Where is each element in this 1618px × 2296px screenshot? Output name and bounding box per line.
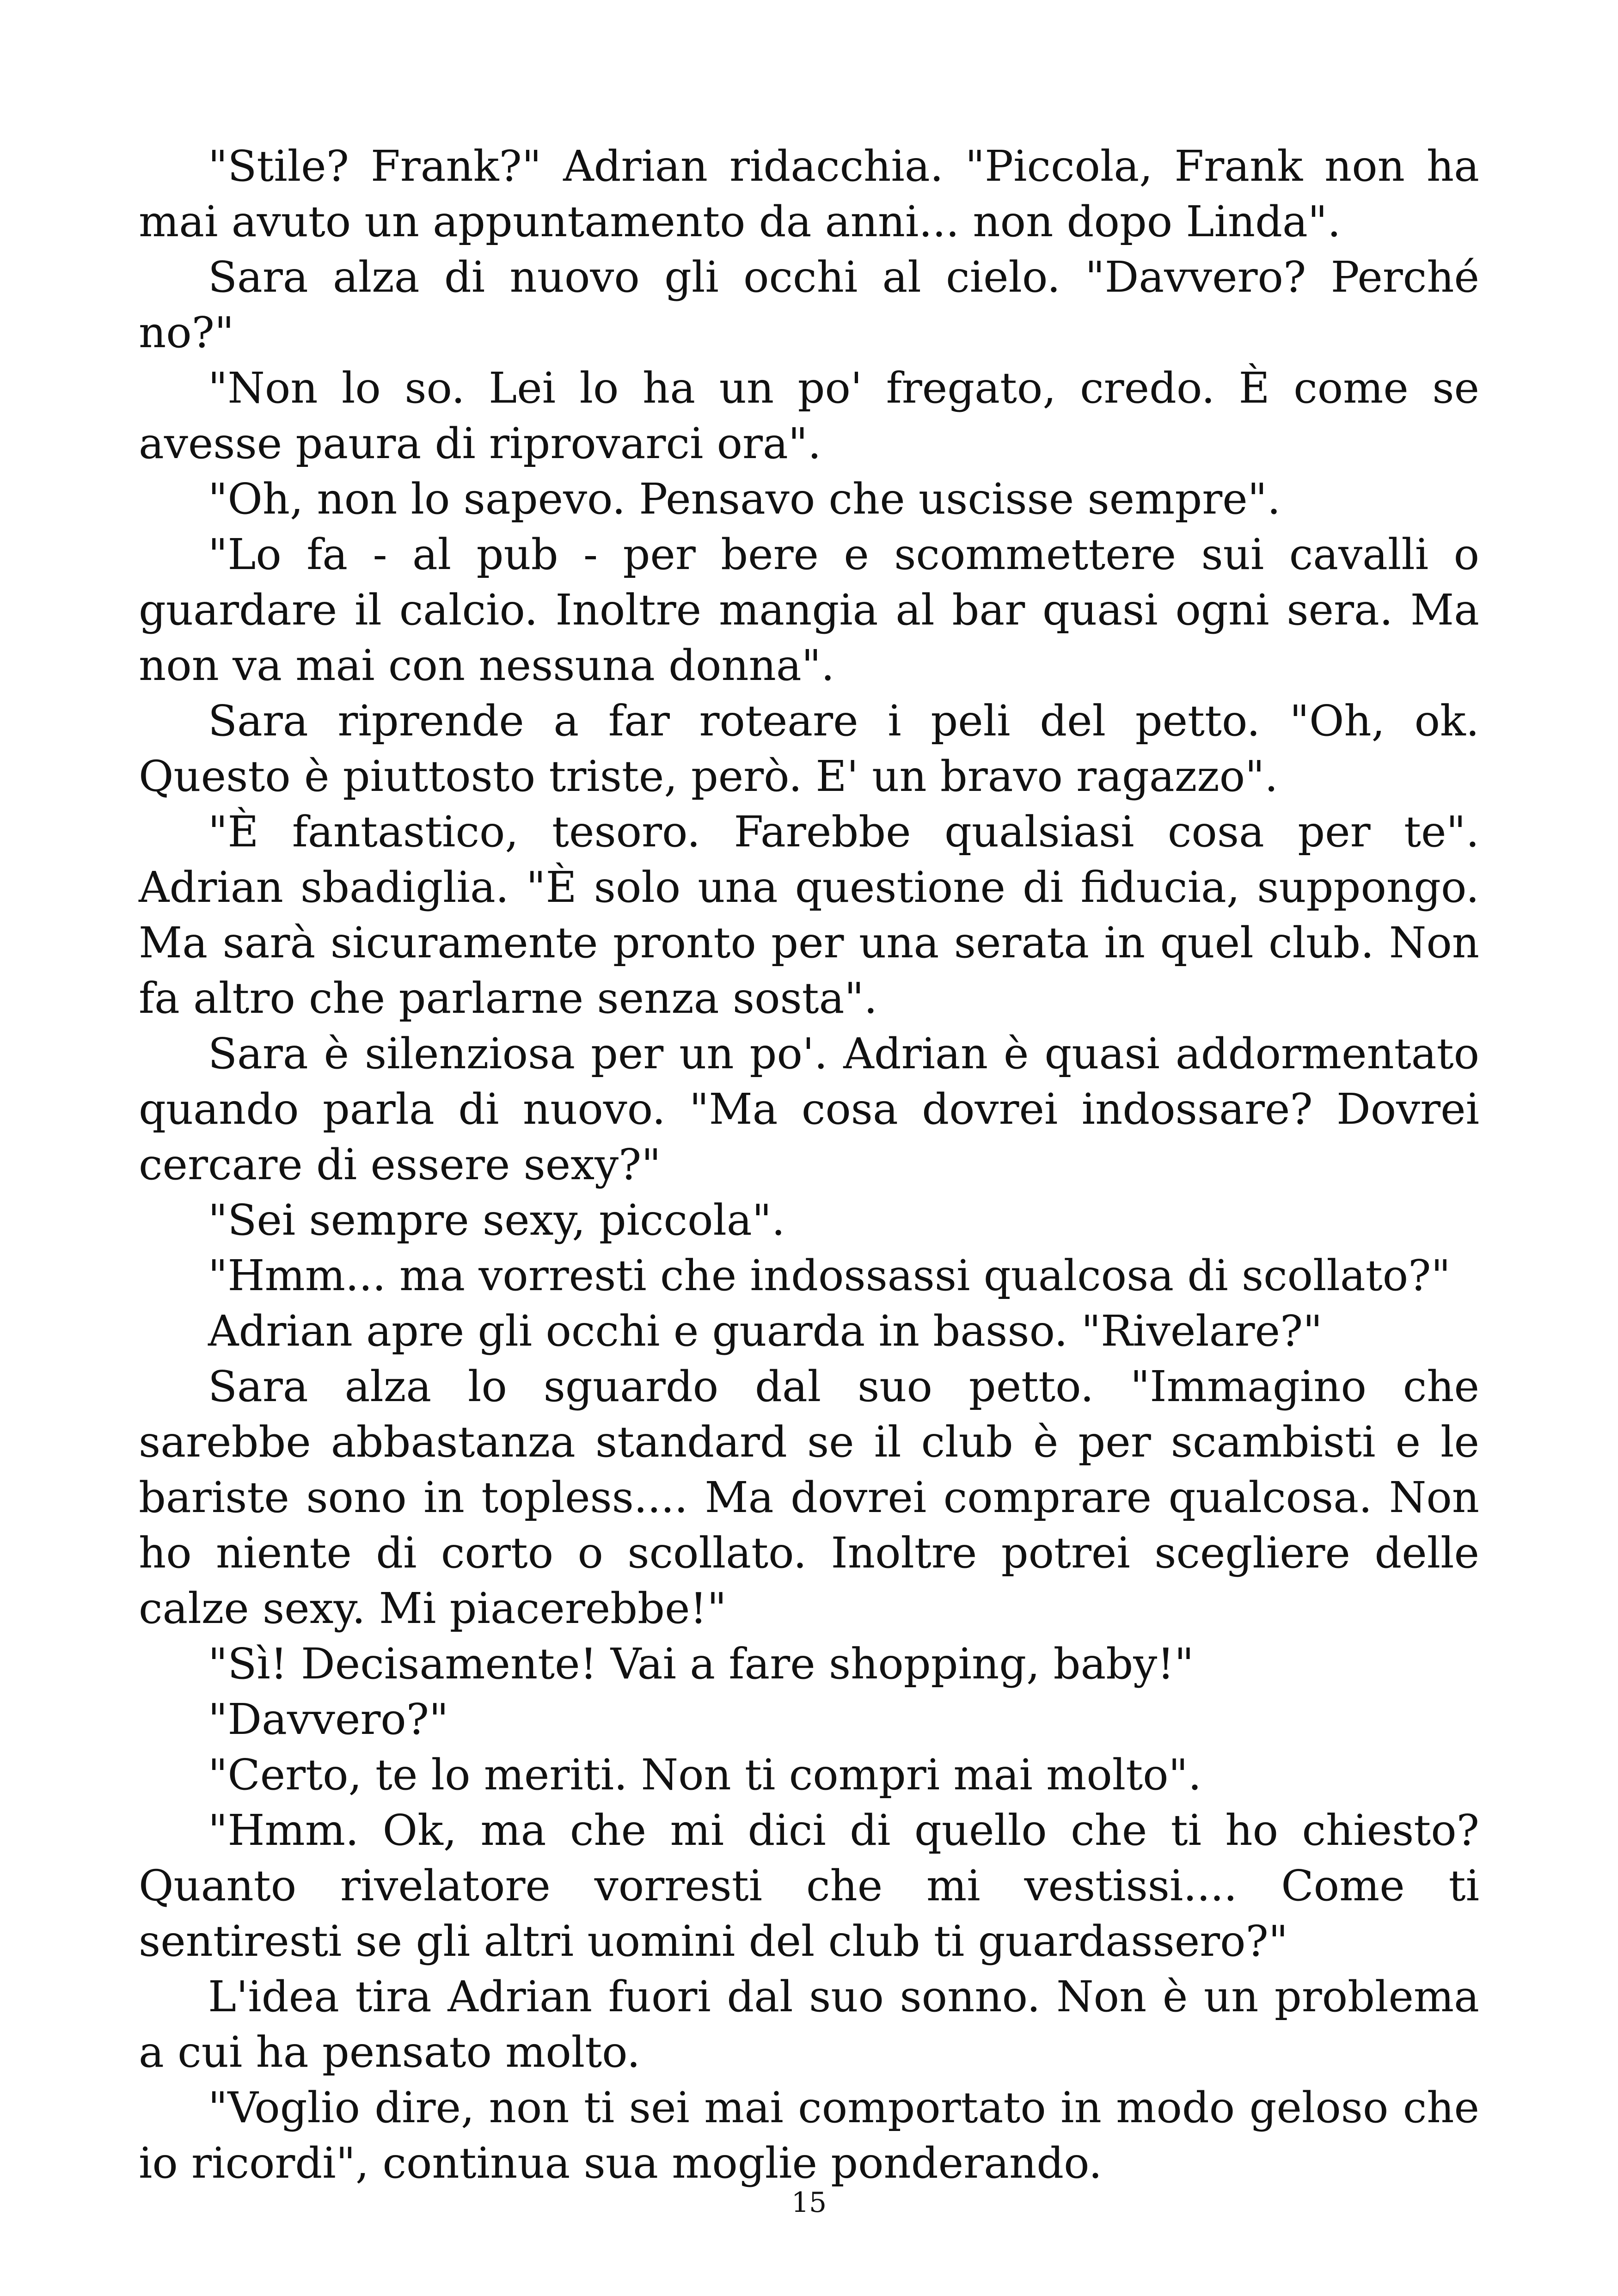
paragraph: Sara riprende a far roteare i peli del petto. "Oh, ok. Questo è piuttosto triste, però. E' un bravo ragazzo". xyxy=(139,696,1479,801)
paragraph: "Certo, te lo meriti. Non ti compri mai molto". xyxy=(208,1750,1202,1800)
paragraph: "Hmm... ma vorresti che indossassi qualcosa di scollato?" xyxy=(208,1251,1451,1300)
paragraph: "Sì! Decisamente! Vai a fare shopping, baby!" xyxy=(208,1639,1194,1689)
paragraph: Sara alza lo sguardo dal suo petto. "Immagino che sarebbe abbastanza standard se il club è per scambisti e le bariste sono in topless.... Ma dovrei comprare qualcosa. Non ho niente di corto o scollato. Inoltre potrei scegliere delle calze sexy. Mi piacerebbe!" xyxy=(139,1362,1479,1633)
paragraph: Sara alza di nuovo gli occhi al cielo. "Davvero? Perché no?" xyxy=(139,252,1479,357)
page-number: 15 xyxy=(791,2186,827,2219)
paragraph: "Voglio dire, non ti sei mai comportato in modo geloso che io ricordi", continua sua moglie ponderando. xyxy=(139,2083,1479,2188)
paragraph: "Hmm. Ok, ma che mi dici di quello che ti ho chiesto? Quanto rivelatore vorresti che mi vestissi.... Come ti sentiresti se gli altri uomini del club ti guardassero?" xyxy=(139,1806,1479,1966)
paragraph: "Davvero?" xyxy=(208,1695,449,1744)
paragraph: L'idea tira Adrian fuori dal suo sonno. Non è un problema a cui ha pensato molto. xyxy=(139,1972,1479,2077)
paragraph: "Lo fa - al pub - per bere e scommettere sui cavalli o guardare il calcio. Inoltre mangia al bar quasi ogni sera. Ma non va mai con nessuna donna". xyxy=(139,530,1479,690)
paragraph: "Non lo so. Lei lo ha un po' fregato, credo. È come se avesse paura di riprovarci ora". xyxy=(139,363,1479,468)
paragraph: "Stile? Frank?" Adrian ridacchia. "Piccola, Frank non ha mai avuto un appuntamento da anni... non dopo Linda". xyxy=(139,141,1479,246)
paragraph: "È fantastico, tesoro. Farebbe qualsiasi cosa per te". Adrian sbadiglia. "È solo una questione di fiducia, suppongo. Ma sarà sicuramente pronto per una serata in quel club. Non fa altro che parlarne senza sosta". xyxy=(139,807,1479,1023)
paragraph: Sara è silenziosa per un po'. Adrian è quasi addormentato quando parla di nuovo. "Ma cosa dovrei indossare? Dovrei cercare di essere sexy?" xyxy=(139,1029,1479,1189)
body-text xyxy=(139,139,1479,2191)
paragraph: "Oh, non lo sapevo. Pensavo che uscisse sempre". xyxy=(208,474,1281,524)
paragraph: "Sei sempre sexy, piccola". xyxy=(208,1195,785,1245)
paragraph: Adrian apre gli occhi e guarda in basso. "Rivelare?" xyxy=(208,1306,1323,1356)
